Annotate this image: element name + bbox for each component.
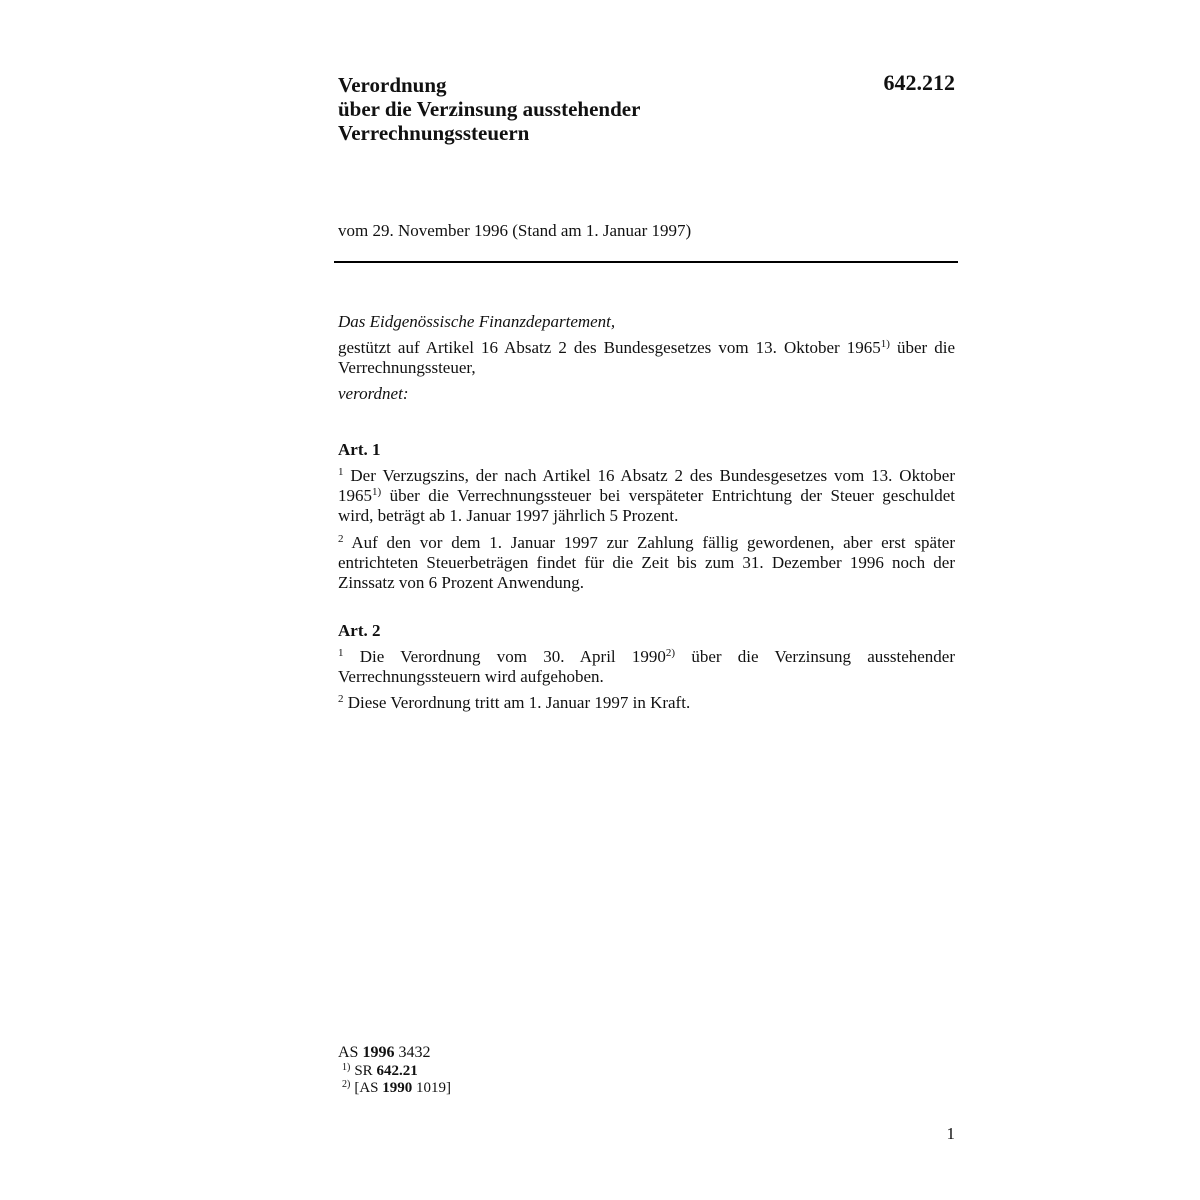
paragraph-text-end: über die Verrechnungssteuer bei verspäteter Entrichtung der Steuer geschuldet wird, beträgt ab 1. Januar 1997 jährlich 5 Prozent. — [338, 486, 955, 525]
date-line: vom 29. November 1996 (Stand am 1. Januar 1997) — [338, 221, 692, 240]
preamble-enacting: verordnet: — [338, 384, 409, 403]
paragraph-number: 2 — [338, 533, 344, 545]
preamble-basis-text-end: über die Verrechnungssteuer, — [338, 338, 955, 377]
footnote-pre: SR — [354, 1063, 373, 1079]
paragraph-text: Der Verzugszins, der nach Artikel 16 Absatz 2 des Bundesgesetzes vom 13. Oktober 1965 — [338, 466, 955, 505]
paragraph-text: Die Verordnung vom 30. April 1990 — [359, 647, 666, 666]
article-2-para-2 — [338, 693, 955, 713]
paragraph-number: 1 — [338, 647, 344, 659]
article-2-para-1 — [338, 647, 955, 687]
as-year: 1996 — [362, 1044, 395, 1061]
document-title — [338, 73, 788, 145]
article-1-title: Art. 1 — [338, 440, 381, 459]
official-compilation-ref — [338, 1044, 430, 1061]
footnote-ref: 1) — [880, 338, 890, 350]
sr-number: 642.212 — [883, 70, 955, 95]
article-1-para-1 — [338, 466, 955, 526]
footnote-mark: 2) — [342, 1079, 351, 1090]
article-2-title: Art. 2 — [338, 621, 381, 640]
title-line-3: Verrechnungssteuern — [338, 121, 530, 145]
article-1-para-2 — [338, 533, 955, 593]
paragraph-number: 2 — [338, 693, 344, 705]
title-line-2: über die Verzinsung ausstehender — [338, 97, 641, 121]
preamble-authority: Das Eidgenössische Finanzdepartement, — [338, 312, 616, 331]
paragraph-text-end: über die Verzinsung ausstehender Verrechnungssteuern wird aufgehoben. — [338, 647, 956, 686]
as-page: 3432 — [398, 1044, 431, 1061]
footnote-bold: 642.21 — [376, 1063, 418, 1079]
paragraph-text: Auf den vor dem 1. Januar 1997 zur Zahlung fällig gewordenen, aber erst später entrichteten Steuerbeträgen findet für die Zeit bis zum 31. Dezember 1996 noch der Zinssatz von 6 Prozent Anwendung. — [338, 533, 955, 592]
paragraph-number: 1 — [338, 466, 344, 478]
footnote-mark: 1) — [342, 1062, 351, 1073]
footnote-post: 1019] — [416, 1080, 452, 1096]
footnote-2 — [338, 1080, 451, 1097]
header-rule — [334, 261, 958, 263]
footnote-bold: 1990 — [382, 1080, 413, 1096]
footnote-ref: 1) — [372, 486, 382, 498]
paragraph-text: Diese Verordnung tritt am 1. Januar 1997 in Kraft. — [347, 693, 691, 712]
preamble-basis — [338, 338, 955, 378]
footnote-pre: [AS — [354, 1080, 379, 1096]
title-line-1: Verordnung — [338, 73, 447, 97]
as-prefix: AS — [338, 1044, 359, 1061]
page-number: 1 — [946, 1124, 955, 1143]
footnote-1 — [338, 1063, 418, 1080]
footnote-ref: 2) — [665, 647, 676, 659]
preamble-basis-text: gestützt auf Artikel 16 Absatz 2 des Bundesgesetzes vom 13. Oktober 1965 — [338, 338, 881, 357]
